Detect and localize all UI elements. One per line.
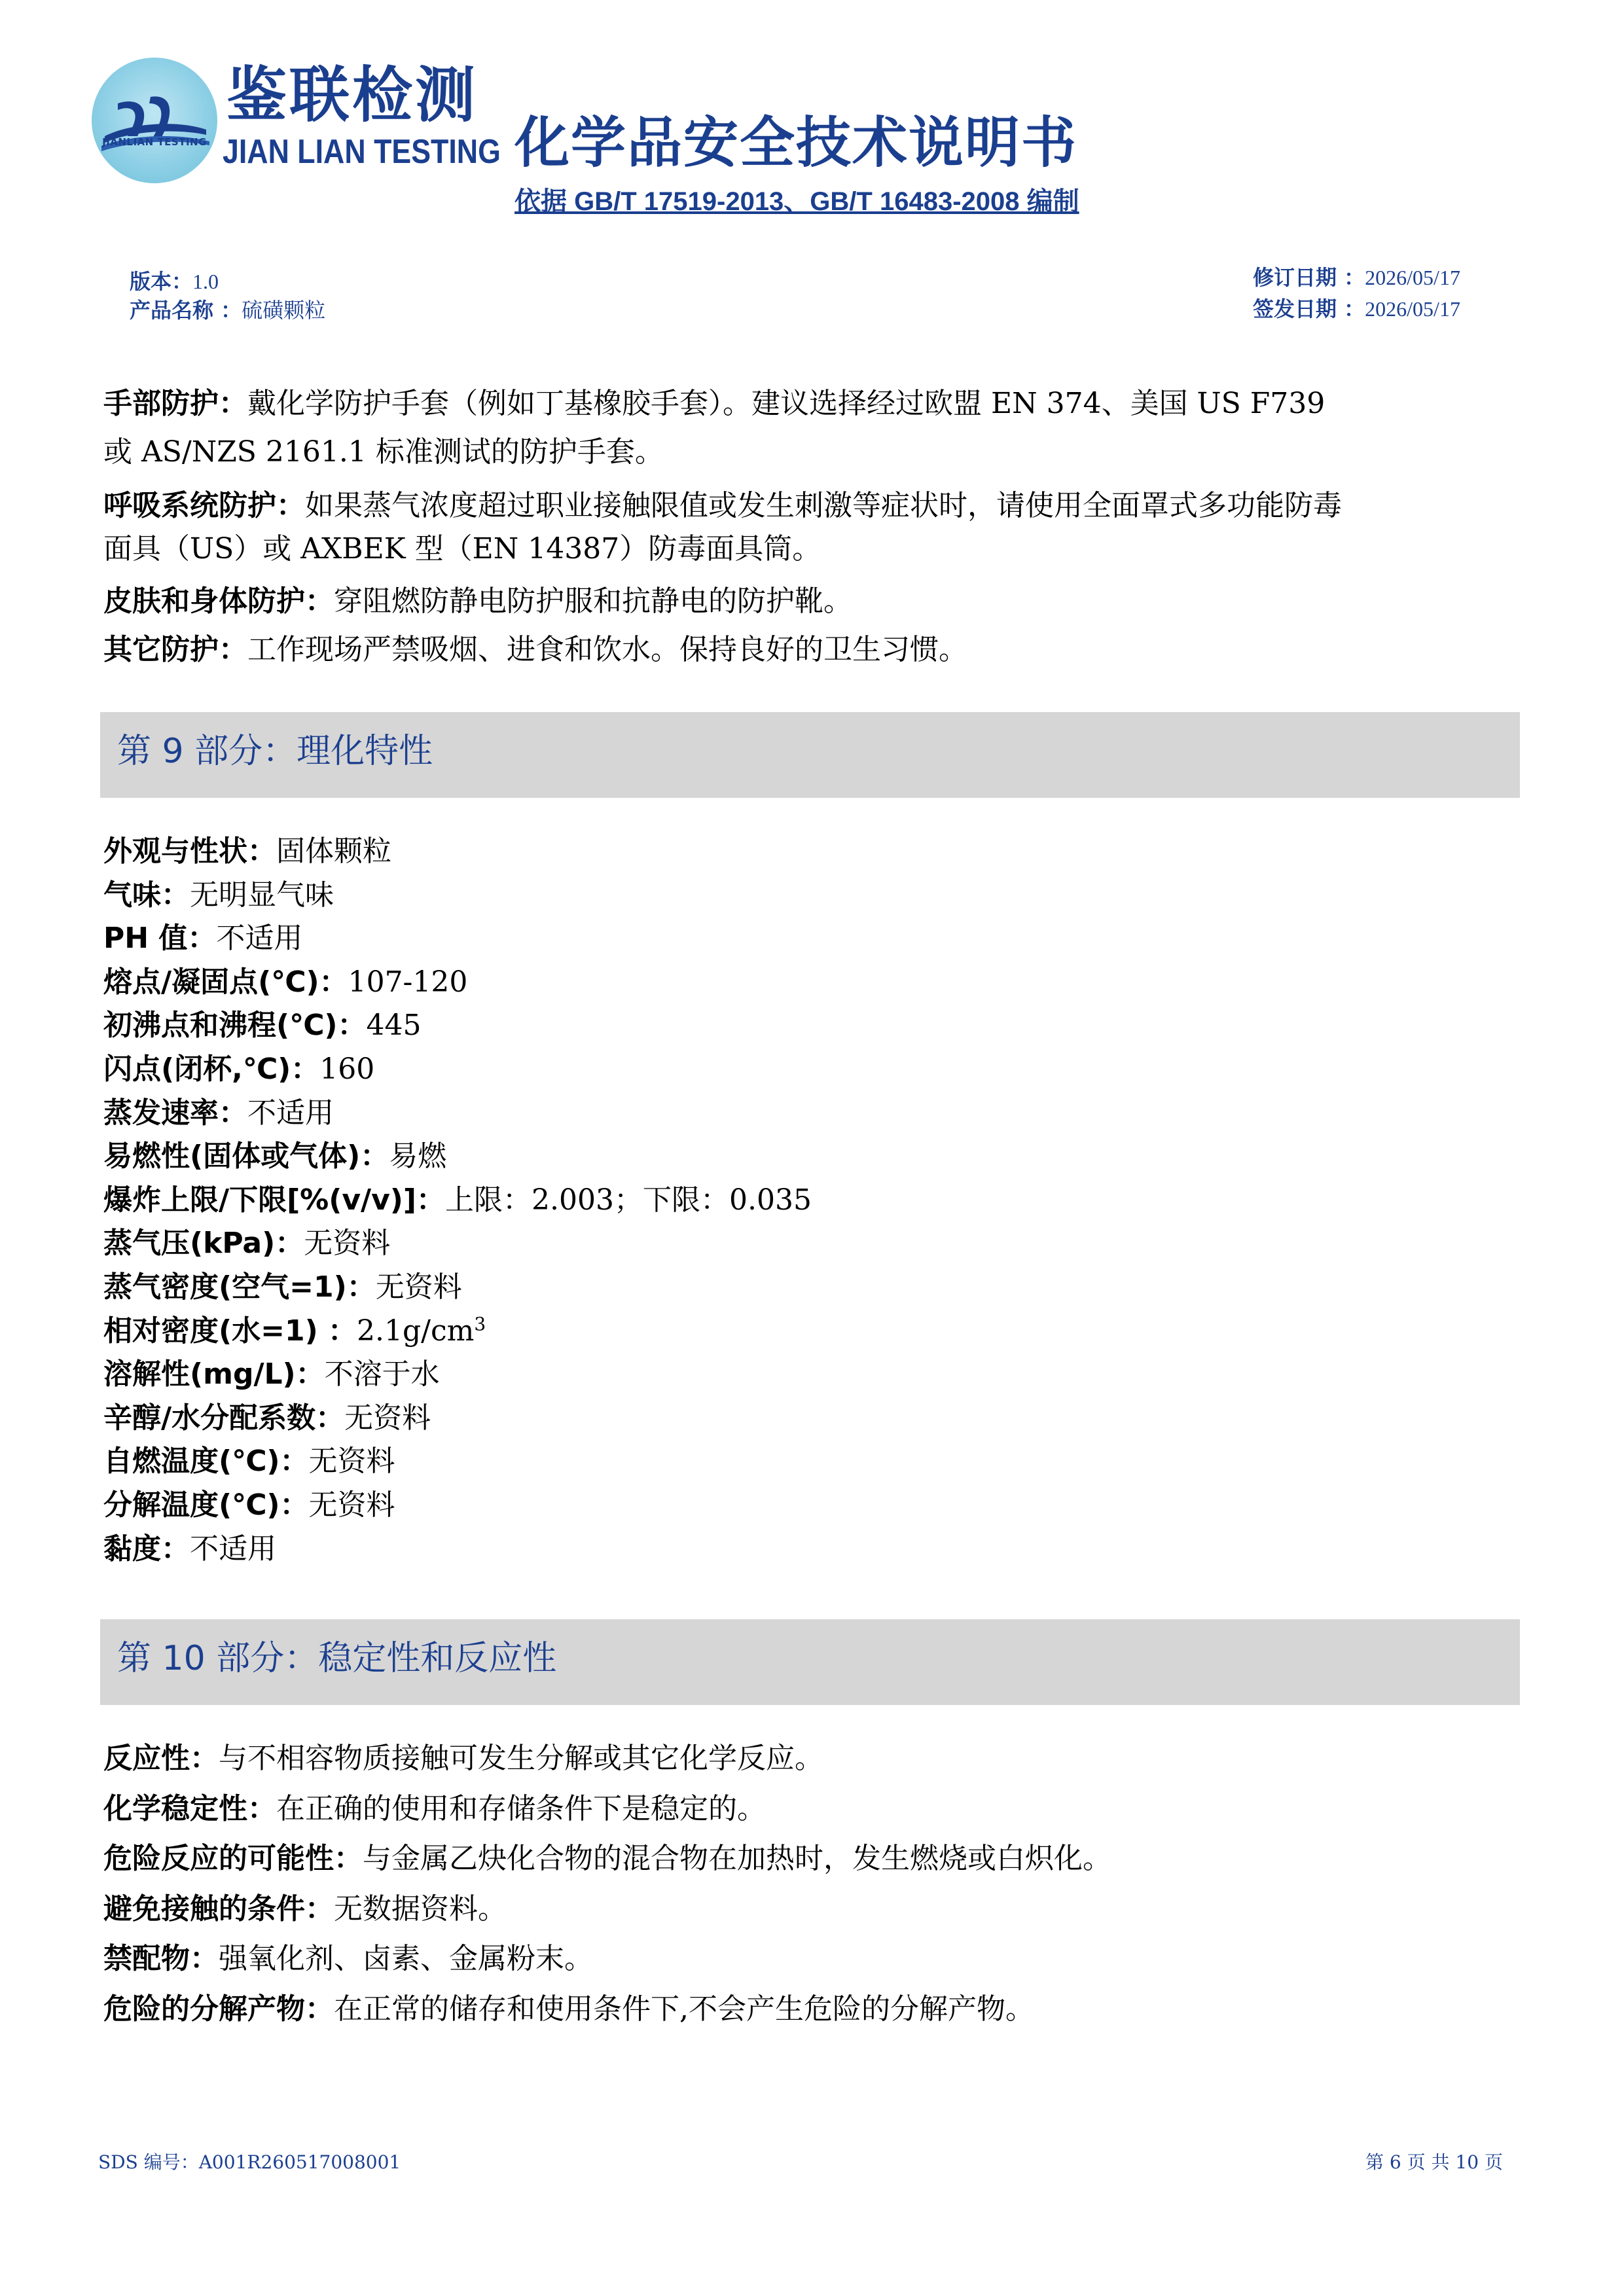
document-title: 化学品安全技术说明书 (514, 111, 1078, 175)
product-line (130, 300, 325, 321)
skin-protection (103, 583, 852, 620)
property-row-label: 辛醇/水分配系数： (103, 1401, 345, 1435)
reactivity-row (103, 1890, 507, 1928)
property-row (103, 963, 467, 1001)
respiratory-protection-label: 呼吸系统防护： (103, 489, 305, 522)
revision-date-line (1253, 267, 1460, 288)
sds-number: SDS 编号：A001R260517008001 (98, 2151, 401, 2173)
property-row-label: 熔点/凝固点(℃)： (103, 965, 348, 999)
property-row-label: 黏度： (103, 1532, 190, 1566)
logo-caption: JIANLIAN TESTING (102, 136, 207, 148)
reactivity-row-label: 避免接触的条件： (103, 1892, 334, 1926)
property-row-label: 蒸气密度(空气=1)： (103, 1270, 376, 1304)
property-row-label: 自燃温度(℃)： (103, 1444, 309, 1479)
product-value: 硫磺颗粒 (242, 298, 326, 322)
other-protection-label: 其它防护： (103, 633, 247, 666)
property-row-label: 分解温度(℃)： (103, 1488, 309, 1522)
revision-date-label: 修订日期 ： (1253, 265, 1365, 290)
product-label: 产品名称 ： (130, 298, 242, 323)
property-row (103, 1443, 395, 1480)
property-row-value: 固体颗粒 (276, 834, 391, 868)
reactivity-row-value: 强氧化剂、卤素、金属粉末。 (219, 1942, 593, 1976)
hand-protection-text-2: 或 AS/NZS 2161.1 标准测试的防护手套。 (103, 435, 664, 469)
property-row (103, 1225, 390, 1262)
section-10-title: 第 10 部分：稳定性和反应性 (117, 1639, 557, 1678)
property-row-value: 无资料 (344, 1401, 431, 1435)
property-row (103, 1486, 395, 1524)
property-row (103, 1312, 486, 1350)
property-row (103, 1007, 421, 1044)
reactivity-row-value: 与不相容物质接触可发生分解或其它化学反应。 (219, 1742, 823, 1775)
property-row-value: 不适用 (190, 1532, 276, 1566)
property-row-label: 溶解性(mg/L)： (103, 1357, 325, 1391)
property-row (103, 1355, 440, 1393)
property-row-label: 易燃性(固体或气体)： (103, 1139, 389, 1174)
property-row (103, 1268, 462, 1306)
reactivity-row-value: 与金属乙炔化合物的混合物在加热时，发生燃烧或白炽化。 (363, 1842, 1111, 1876)
section-9-title: 第 9 部分：理化特性 (117, 732, 433, 771)
property-row (103, 833, 391, 870)
respiratory-protection-text: 如果蒸气浓度超过职业接触限值或发生刺激等症状时，请使用全面罩式多功能防毒 (305, 489, 1342, 522)
respiratory-protection-cont (103, 530, 821, 567)
brand-name-en: JIAN LIAN TESTING (223, 133, 501, 171)
property-row-label: 闪点(闭杯,℃)： (103, 1052, 320, 1086)
reactivity-row (103, 1790, 766, 1827)
skin-protection-text: 穿阻燃防静电防护服和抗静电的防护靴。 (334, 584, 852, 618)
reactivity-row-label: 危险的分解产物： (103, 1992, 334, 2026)
reactivity-row-label: 危险反应的可能性： (103, 1842, 363, 1876)
other-protection (103, 631, 967, 668)
reactivity-row-label: 反应性： (103, 1742, 219, 1775)
issue-date-line (1253, 298, 1460, 319)
property-row-label: 气味： (103, 878, 190, 912)
property-row (103, 920, 302, 957)
reactivity-row (103, 1840, 1111, 1877)
skin-protection-label: 皮肤和身体防护： (103, 584, 334, 618)
property-row-value: 无资料 (375, 1270, 462, 1304)
reactivity-row (103, 1990, 1034, 2028)
issue-date-label: 签发日期 ： (1253, 296, 1365, 321)
property-row-value: 107-120 (348, 965, 468, 999)
hand-protection-text: 戴化学防护手套（例如丁基橡胶手套）。建议选择经过欧盟 EN 374、美国 US F739 (247, 387, 1326, 420)
property-row (103, 1138, 446, 1175)
company-logo (92, 58, 217, 183)
reactivity-row-value: 无数据资料。 (334, 1892, 507, 1926)
property-row-label: 相对密度(水=1) ： (103, 1314, 357, 1348)
property-row-value: 不溶于水 (324, 1357, 440, 1391)
property-row-superscript: 3 (474, 1312, 486, 1335)
reactivity-row-value: 在正常的储存和使用条件下,不会产生危险的分解产物。 (334, 1992, 1034, 2026)
property-row-label: PH 值： (103, 922, 217, 956)
other-protection-text: 工作现场严禁吸烟、进食和饮水。保持良好的卫生习惯。 (247, 633, 967, 666)
property-row (103, 876, 334, 914)
property-row-value: 445 (366, 1009, 422, 1043)
reactivity-row-label: 化学稳定性： (103, 1791, 276, 1825)
property-row-label: 蒸气压(kPa)： (103, 1227, 304, 1261)
version-line (130, 271, 219, 292)
document-subtitle: 依据 GB/T 17519-2013、GB/T 16483-2008 编制 (514, 187, 1079, 216)
respiratory-protection-text-2: 面具（US）或 AXBEK 型（EN 14387）防毒面具筒。 (103, 532, 821, 565)
section-9-header (100, 712, 1520, 798)
property-row-value: 无资料 (304, 1227, 391, 1261)
reactivity-row (103, 1940, 593, 1977)
property-row-value: 无明显气味 (190, 878, 334, 912)
property-row-value: 无资料 (308, 1488, 395, 1522)
property-row-value: 易燃 (389, 1139, 447, 1174)
property-row-value: 160 (319, 1052, 375, 1086)
hand-protection-cont (103, 433, 664, 471)
property-row-value: 2.1g/cm (357, 1314, 475, 1348)
property-row (103, 1181, 812, 1219)
reactivity-row-label: 禁配物： (103, 1942, 219, 1976)
property-row (103, 1530, 276, 1568)
revision-date-value: 2026/05/17 (1365, 266, 1460, 289)
section-10-header (100, 1619, 1520, 1705)
issue-date-value: 2026/05/17 (1365, 297, 1460, 321)
property-row-label: 爆炸上限/下限[%(v/v)]： (103, 1183, 446, 1217)
property-row-label: 蒸发速率： (103, 1096, 247, 1130)
reactivity-row (103, 1740, 823, 1777)
property-row-value: 无资料 (308, 1444, 395, 1479)
hand-protection (103, 385, 1325, 422)
property-row-label: 初沸点和沸程(℃)： (103, 1009, 367, 1043)
property-row-value: 不适用 (247, 1096, 334, 1130)
property-row-value: 上限：2.003；下限：0.035 (445, 1183, 812, 1217)
version-value: 1.0 (192, 270, 219, 293)
property-row (103, 1399, 431, 1437)
page-number: 第 6 页 共 10 页 (1365, 2151, 1503, 2173)
reactivity-row-value: 在正确的使用和存储条件下是稳定的。 (276, 1791, 766, 1825)
brand-name-cn: 鉴联检测 (226, 60, 478, 130)
version-label: 版本： (130, 269, 193, 294)
property-row-value: 不适用 (216, 922, 303, 956)
property-row (103, 1094, 334, 1132)
respiratory-protection (103, 487, 1342, 524)
hand-protection-label: 手部防护： (103, 387, 247, 420)
property-row-label: 外观与性状： (103, 834, 276, 868)
property-row (103, 1050, 374, 1088)
